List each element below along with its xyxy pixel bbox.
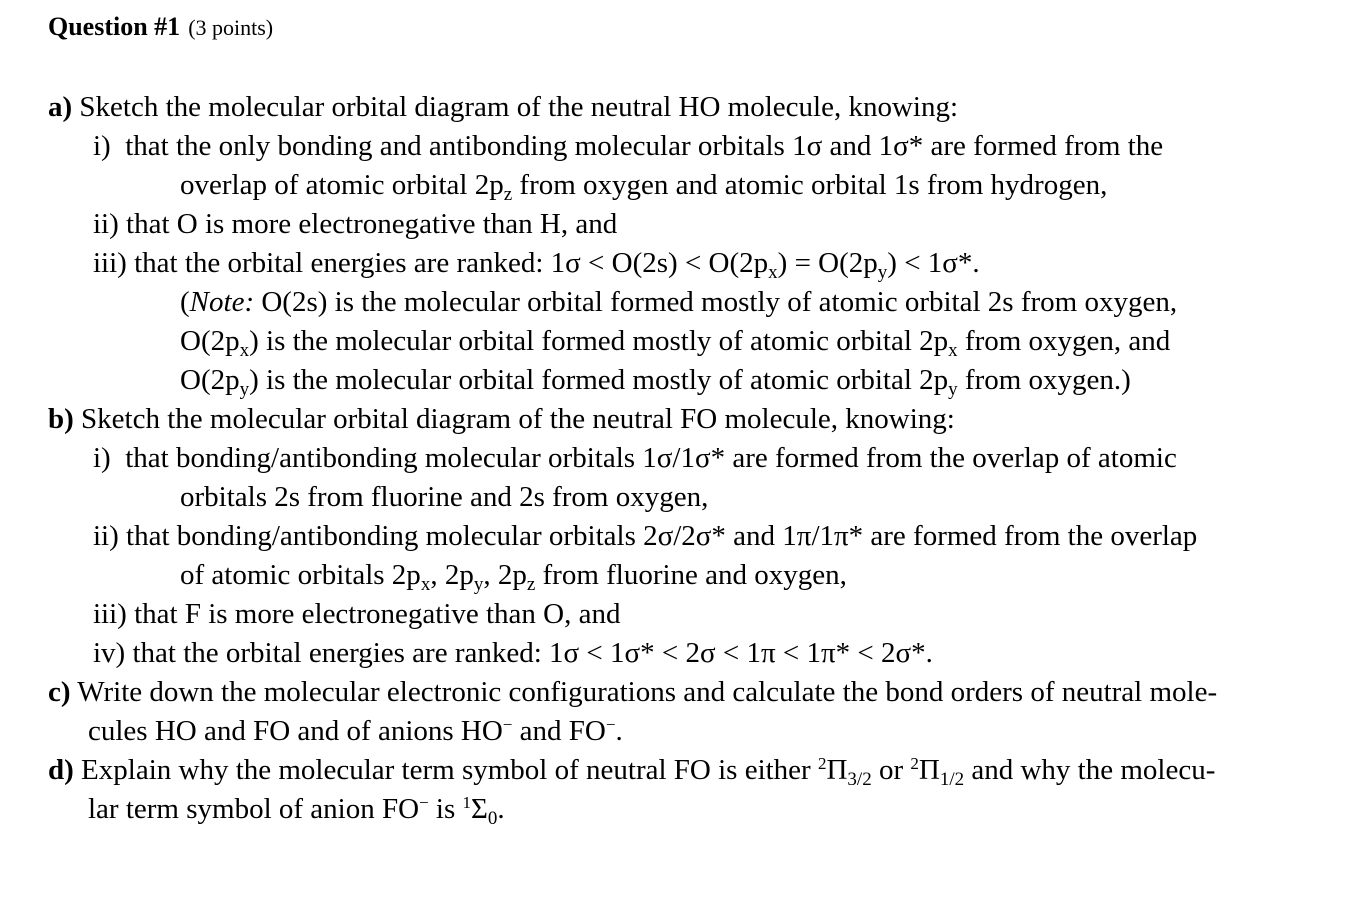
part-c-label: c) [48, 676, 71, 708]
part-a-item-ii: ii) that O is more electronegative than H, and [93, 208, 618, 240]
question-points: (3 points) [188, 15, 274, 40]
part-b-item-i-line2: orbitals 2s from fluorine and 2s from oxygen, [180, 481, 709, 513]
part-a-item-i-line1: i) that the only bonding and antibonding molecular orbitals 1σ and 1σ* are formed from the [93, 130, 1164, 162]
part-a-note-line2: $O(2p_x)$ is the molecular orbital formed mostly of atomic orbital $2p_x$ from oxygen, and [180, 325, 1171, 361]
part-a-note-line1: (Note: O(2s) is the molecular orbital formed mostly of atomic orbital 2s from oxygen, [180, 286, 1178, 318]
part-b-item-ii-line1: ii) that bonding/antibonding molecular orbitals 2σ/2σ* and 1π/1π* are formed from the overlap [93, 520, 1198, 552]
part-b-item-iv: iv) that the orbital energies are ranked: 1σ < 1σ* < 2σ < 1π < 1π* < 2σ*. [93, 637, 933, 669]
part-a-intro: a) Sketch the molecular orbital diagram of the neutral HO molecule, knowing: [48, 91, 959, 123]
part-b-label: b) [48, 403, 74, 435]
part-d-line2: lar term symbol of anion FO− is $^1\Sigma_0$. [88, 793, 505, 829]
part-b-item-i-line1: i) that bonding/antibonding molecular orbitals 1σ/1σ* are formed from the overlap of atomic [93, 442, 1177, 474]
note-label: Note: [189, 286, 255, 318]
part-b-intro: b) Sketch the molecular orbital diagram of the neutral FO molecule, knowing: [48, 403, 955, 435]
part-a-note-line3: $O(2p_y)$ is the molecular orbital formed mostly of atomic orbital $2p_y$ from oxygen.) [180, 364, 1131, 400]
part-d-label: d) [48, 754, 74, 786]
part-a-item-iii: iii) that the orbital energies are ranked: $1\sigma < O(2s) < O(2p_x) = O(2p_y) < 1\sigma*$. [93, 247, 980, 283]
part-d-line1: d) Explain why the molecular term symbol of neutral FO is either $^2\Pi_{3/2}$ or $^2\Pi_{1/2}$ and why the molecu- [48, 754, 1216, 790]
part-c-line2: cules HO and FO and of anions HO− and FO−. [88, 715, 623, 747]
part-b-item-ii-line2: of atomic orbitals $2p_x$, $2p_y$, $2p_z$ from fluorine and oxygen, [180, 559, 847, 595]
question-number: Question #1 [48, 12, 181, 41]
part-c-line1: c) Write down the molecular electronic configurations and calculate the bond orders of neutral mole- [48, 676, 1218, 708]
part-a-item-i-line2: overlap of atomic orbital $2p_z$ from oxygen and atomic orbital 1s from hydrogen, [180, 169, 1108, 205]
question-title [48, 12, 273, 42]
part-b-item-iii: iii) that F is more electronegative than O, and [93, 598, 621, 630]
part-a-label: a) [48, 91, 73, 123]
